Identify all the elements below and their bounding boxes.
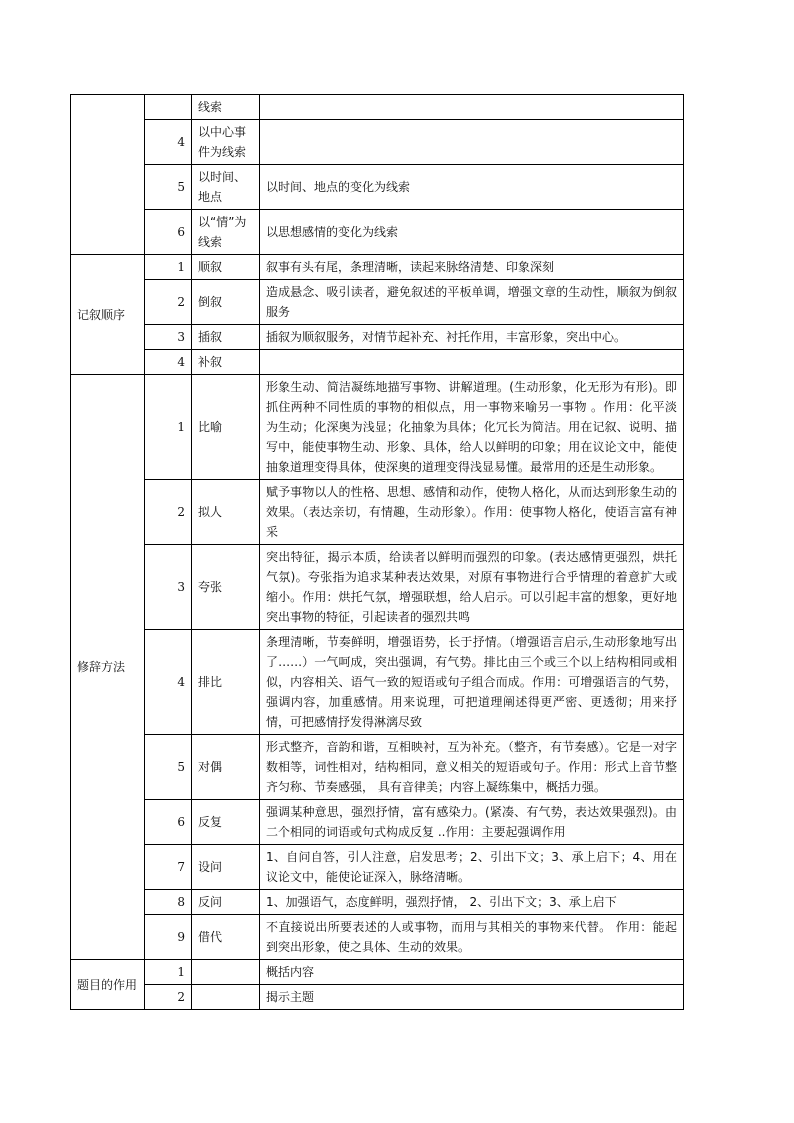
row-name: 排比 <box>192 630 260 735</box>
row-description: 不直接说出所要表述的人或事物，而用与其相关的事物来代替。 作用：能起到突出形象，使之具体、生动的效果。 <box>260 915 684 960</box>
table-row <box>71 210 684 255</box>
row-description: 突出特征，揭示本质，给读者以鲜明而强烈的印象。(表达感情更强烈，烘托气氛)。夸张指为追求某种表达效果，对原有事物进行合乎情理的着意扩大或缩小。作用：烘托气氛，增强联想，给人启示。可以引起丰富的想象，更好地突出事物的特征，引起读者的强烈共鸣 <box>260 545 684 630</box>
row-name: 倒叙 <box>192 280 260 325</box>
table-row <box>71 350 684 375</box>
row-description: 形式整齐，音韵和谐，互相映衬，互为补充。（整齐，有节奏感）。它是一对字数相等，词性相对，结构相同，意义相关的短语或句子。作用：形式上音节整齐匀称、节奏感强， 具有音律美；内容上凝练集中，概括力强。 <box>260 735 684 800</box>
row-description: 1、加强语气，态度鲜明，强烈抒情， 2、引出下文；3、承上启下 <box>260 890 684 915</box>
row-number: 2 <box>145 280 192 325</box>
table-row <box>71 255 684 280</box>
category-narrative-order: 记叙顺序 <box>71 255 145 375</box>
table-row <box>71 120 684 165</box>
row-number: 4 <box>145 630 192 735</box>
table-row <box>71 630 684 735</box>
category-rhetoric: 修辞方法 <box>71 375 145 960</box>
row-name <box>192 960 260 985</box>
row-name: 以中心事件为线索 <box>192 120 260 165</box>
table-row <box>71 800 684 845</box>
row-description: 揭示主题 <box>260 985 684 1010</box>
row-description: 1、自问自答，引人注意，启发思考；2、引出下文；3、承上启下；4、用在议论文中，能使论证深入，脉络清晰。 <box>260 845 684 890</box>
row-description <box>260 120 684 165</box>
row-description: 以思想感情的变化为线索 <box>260 210 684 255</box>
table-row <box>71 735 684 800</box>
table-row <box>71 545 684 630</box>
row-name: 设问 <box>192 845 260 890</box>
row-number: 1 <box>145 960 192 985</box>
row-name: 以“情”为线索 <box>192 210 260 255</box>
table-row <box>71 985 684 1010</box>
table-row <box>71 960 684 985</box>
row-description: 条理清晰，节奏鲜明，增强语势，长于抒情。（增强语言启示,生动形象地写出了……）一气呵成，突出强调，有气势。排比由三个或三个以上结构相同或相似，内容相关、语气一致的短语或句子组合而成。作用：可增强语言的气势，强调内容，加重感情。用来说理，可把道理阐述得更严密、更透彻；用来抒情，可把感情抒发得淋漓尽致 <box>260 630 684 735</box>
row-number: 1 <box>145 255 192 280</box>
table-row <box>71 375 684 480</box>
row-number: 2 <box>145 985 192 1010</box>
table-row <box>71 325 684 350</box>
row-description: 概括内容 <box>260 960 684 985</box>
row-number: 9 <box>145 915 192 960</box>
row-name: 以时间、地点 <box>192 165 260 210</box>
table-row <box>71 480 684 545</box>
row-description: 赋予事物以人的性格、思想、感情和动作，使物人格化，从而达到形象生动的效果。（表达亲切，有情趣，生动形象）。作用：使事物人格化，使语言富有神采 <box>260 480 684 545</box>
row-name: 补叙 <box>192 350 260 375</box>
row-description: 插叙为顺叙服务，对情节起补充、衬托作用，丰富形象，突出中心。 <box>260 325 684 350</box>
row-number: 4 <box>145 120 192 165</box>
row-name: 比喻 <box>192 375 260 480</box>
row-name: 对偶 <box>192 735 260 800</box>
table-row <box>71 280 684 325</box>
row-name: 借代 <box>192 915 260 960</box>
row-name: 夸张 <box>192 545 260 630</box>
row-number: 7 <box>145 845 192 890</box>
table-row <box>71 890 684 915</box>
row-name: 反问 <box>192 890 260 915</box>
category-title-function: 题目的作用 <box>71 960 145 1010</box>
row-number: 5 <box>145 735 192 800</box>
row-name: 反复 <box>192 800 260 845</box>
row-description: 以时间、地点的变化为线索 <box>260 165 684 210</box>
row-description <box>260 350 684 375</box>
row-number: 1 <box>145 375 192 480</box>
row-description: 形象生动、简洁凝练地描写事物、讲解道理。(生动形象，化无形为有形)。即抓住两种不同性质的事物的相似点，用一事物来喻另一事物 。作用：化平淡为生动；化深奥为浅显；化抽象为具体；化冗长为简洁。用在记叙、说明、描写中，能使事物生动、形象、具体，给人以鲜明的印象；用在议论文中，能使抽象道理变得具体，使深奥的道理变得浅显易懂。最常用的还是生动形象。 <box>260 375 684 480</box>
table-row <box>71 845 684 890</box>
row-description <box>260 95 684 120</box>
row-name: 线索 <box>192 95 260 120</box>
table-row <box>71 165 684 210</box>
row-description: 叙事有头有尾，条理清晰，读起来脉络清楚、印象深刻 <box>260 255 684 280</box>
row-name <box>192 985 260 1010</box>
table-row <box>71 915 684 960</box>
row-name: 顺叙 <box>192 255 260 280</box>
row-number: 6 <box>145 210 192 255</box>
row-number: 2 <box>145 480 192 545</box>
row-number: 4 <box>145 350 192 375</box>
row-number <box>145 95 192 120</box>
content-table <box>70 94 684 1010</box>
row-name: 拟人 <box>192 480 260 545</box>
row-number: 6 <box>145 800 192 845</box>
category-cell-clue <box>71 95 145 255</box>
row-description: 强调某种意思，强烈抒情，富有感染力。(紧凑、有气势，表达效果强烈)。由二个相同的词语或句式构成反复 ..作用：主要起强调作用 <box>260 800 684 845</box>
row-number: 3 <box>145 325 192 350</box>
row-number: 5 <box>145 165 192 210</box>
table-row <box>71 95 684 120</box>
row-number: 8 <box>145 890 192 915</box>
row-description: 造成悬念、吸引读者，避免叙述的平板单调，增强文章的生动性，顺叙为倒叙服务 <box>260 280 684 325</box>
row-number: 3 <box>145 545 192 630</box>
row-name: 插叙 <box>192 325 260 350</box>
